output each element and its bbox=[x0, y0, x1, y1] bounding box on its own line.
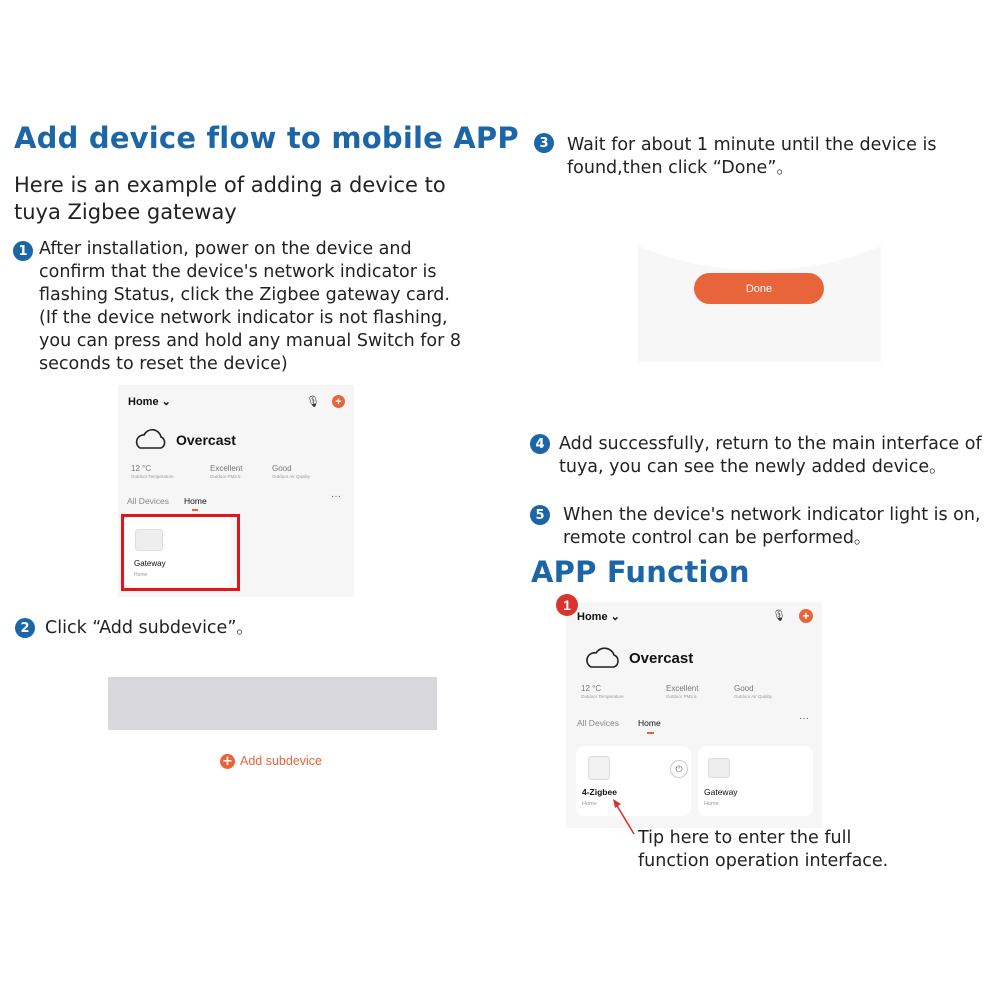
intro-text: Here is an example of adding a device to tuya Zigbee gateway bbox=[14, 173, 446, 224]
tab-all-devices[interactable]: All Devices bbox=[577, 718, 620, 728]
add-subdevice-button[interactable] bbox=[220, 753, 340, 771]
step-3-text-line1: Wait for about 1 minute until the device is bbox=[567, 135, 937, 155]
callout-marker: 1 bbox=[556, 594, 578, 616]
tab-indicator bbox=[192, 509, 198, 511]
highlight-box bbox=[121, 514, 240, 591]
cloud-icon bbox=[583, 644, 621, 670]
mic-icon[interactable]: 🎙 bbox=[306, 396, 320, 408]
add-icon[interactable]: + bbox=[332, 395, 345, 408]
mic-icon[interactable]: 🎙 bbox=[772, 610, 786, 622]
plus-icon: + bbox=[220, 754, 235, 769]
step-4-text-line1: Add successfully, return to the main interface of bbox=[559, 434, 982, 454]
temperature-value: 12 °C bbox=[131, 464, 152, 473]
tab-home[interactable]: Home bbox=[638, 718, 661, 728]
step-3-text-line2: found,then click “Done”。 bbox=[567, 158, 794, 178]
air-quality-label: Outdoor Air Quality bbox=[272, 474, 311, 479]
tip-text-line2: function operation interface. bbox=[638, 851, 889, 871]
step-4-badge: 4 bbox=[530, 434, 550, 454]
air-quality-value: Good bbox=[734, 684, 754, 693]
temperature-value: 12 °C bbox=[581, 684, 602, 693]
tab-all-devices[interactable]: All Devices bbox=[127, 496, 170, 506]
phone-screenshot-main bbox=[566, 602, 822, 828]
temperature-label: Outdoor Temperature bbox=[131, 474, 174, 479]
device-name: Gateway bbox=[704, 787, 738, 797]
gateway-device-icon bbox=[708, 758, 730, 778]
step-4-text-line2: tuya, you can see the newly added device。 bbox=[559, 457, 947, 477]
temperature-label: Outdoor Temperature bbox=[581, 694, 624, 699]
more-icon[interactable]: ··· bbox=[799, 713, 809, 724]
device-room: Home bbox=[134, 572, 148, 578]
step-2-text: Click “Add subdevice”。 bbox=[45, 618, 254, 638]
step-1-badge: 1 bbox=[13, 241, 33, 261]
add-icon[interactable]: + bbox=[799, 609, 813, 623]
app-function-title: APP Function bbox=[531, 555, 750, 589]
device-name: 4-Zigbee bbox=[582, 787, 617, 797]
add-subdevice-label: Add subdevice bbox=[240, 754, 323, 768]
pm25-value: Excellent bbox=[666, 684, 699, 693]
power-icon[interactable]: ⏻ bbox=[670, 760, 688, 778]
step-5-badge: 5 bbox=[530, 505, 550, 525]
device-room: Home bbox=[582, 801, 597, 807]
done-screen-arc bbox=[638, 220, 881, 270]
weather-label: Overcast bbox=[176, 432, 236, 448]
pm25-label: Outdoor PM2.5 bbox=[666, 694, 697, 699]
step-5-text-line2: remote control can be performed。 bbox=[563, 528, 872, 548]
switch-device-icon bbox=[588, 756, 610, 780]
tip-text-line1: Tip here to enter the full bbox=[638, 828, 852, 848]
air-quality-label: Outdoor Air Quality bbox=[734, 694, 773, 699]
device-room: Home bbox=[704, 801, 719, 807]
home-dropdown[interactable]: Home ⌄ bbox=[577, 611, 620, 623]
step-3-badge: 3 bbox=[534, 133, 554, 153]
page-title: Add device flow to mobile APP bbox=[14, 121, 519, 155]
weather-label: Overcast bbox=[629, 650, 694, 667]
more-icon[interactable]: ··· bbox=[331, 491, 341, 502]
step-2-badge: 2 bbox=[15, 618, 35, 638]
done-button[interactable]: Done bbox=[694, 273, 824, 304]
step-5-text-line1: When the device's network indicator light is on, bbox=[563, 505, 981, 525]
device-name: Gateway bbox=[134, 559, 166, 568]
tip-arrow-icon bbox=[610, 796, 640, 838]
cloud-icon bbox=[132, 427, 168, 451]
home-dropdown[interactable]: Home ⌄ bbox=[128, 396, 171, 408]
step-1-text: After installation, power on the device and confirm that the device's network indicator is flashing Status, click the Zigbee gateway card. (If the device network indicator is not flashing, you can press and hold any manual Switch for 8 seconds to reset the device) bbox=[39, 239, 462, 374]
tab-home[interactable]: Home bbox=[184, 496, 207, 506]
pm25-label: Outdoor PM2.5 bbox=[210, 474, 241, 479]
pm25-value: Excellent bbox=[210, 464, 243, 473]
done-screen bbox=[638, 220, 881, 362]
device-photo-placeholder bbox=[108, 677, 437, 730]
air-quality-value: Good bbox=[272, 464, 292, 473]
gateway-device-card[interactable] bbox=[698, 746, 813, 816]
tab-indicator bbox=[647, 732, 654, 734]
